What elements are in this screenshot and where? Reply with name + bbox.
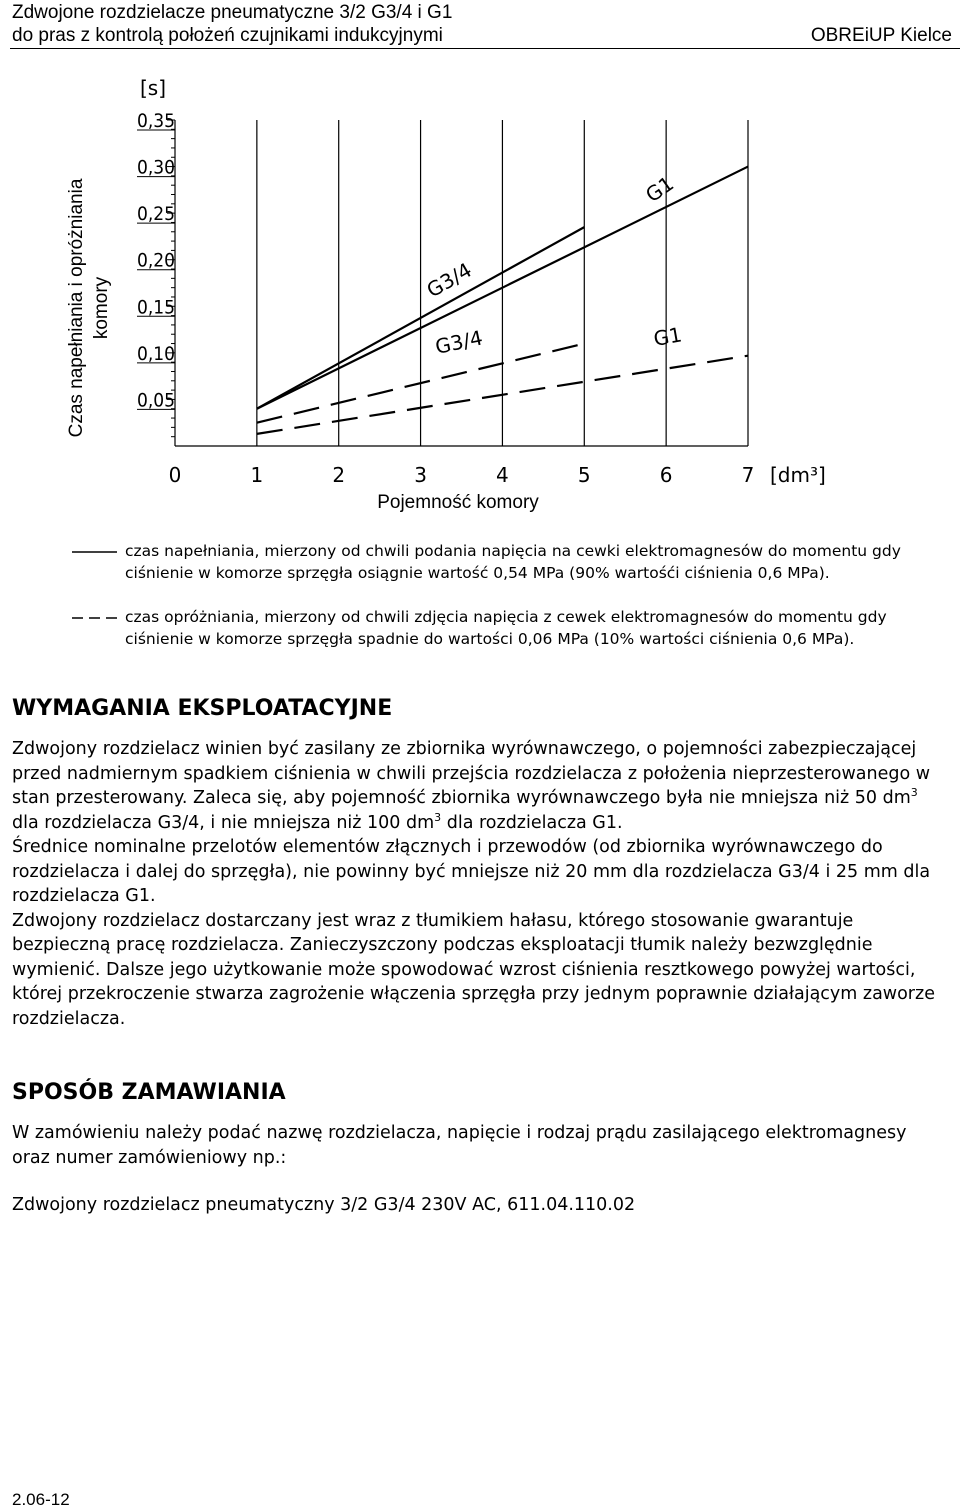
- y-unit-label: [s]: [140, 76, 167, 100]
- requirements-paragraph-3: Zdwojony rozdzielacz dostarczany jest wraz z tłumikiem hałasu, którego stosowanie gwarantuje bezpieczną pracę rozdzielacza. Zanieczyszczony podczas eksploatacji tłumik należy bezwzględnie wymienić. Dalsze jego użytkowanie może spowodować wzrost ciśnienia resztkowego powyżej wartości, której przekroczenie stwarza zagrożenie włączenia sprzęgła przy jednym poprawnie działającym zaworze rozdzielacza.: [12, 910, 935, 1029]
- x-tick-label: 6: [659, 463, 673, 487]
- section-heading-requirements: WYMAGANIA EKSPLOATACYJNE: [12, 696, 393, 721]
- header-title-line1: Zdwojone rozdzielacze pneumatyczne 3/2 G3/4 i G1: [12, 2, 453, 23]
- series-label: G3/4: [433, 325, 485, 359]
- legend-dashed-text: czas opróżniania, mierzony od chwili zdjęcia napięcia z cewek elektromagnesów do momentu gdy ciśnienie w komorze sprzęgła spadnie do wartości 0,06 MPa (10% wartości ciśnienia 0,6 MPa).: [125, 608, 887, 648]
- ordering-example: Zdwojony rozdzielacz pneumatyczny 3/2 G3/4 230V AC, 611.04.110.02: [12, 1195, 636, 1215]
- ordering-paragraph-1: W zamówieniu należy podać nazwę rozdzielacza, napięcie i rodzaj prądu zasilającego elektromagnesy oraz numer zamówieniowy np.:: [12, 1123, 907, 1168]
- x-tick-label: 3: [414, 463, 427, 487]
- y-tick-label: 0,30: [137, 156, 176, 179]
- fill-time-chart: [0, 60, 960, 520]
- x-tick-label: 4: [496, 463, 509, 487]
- x-tick-label: 0: [168, 463, 182, 487]
- y-tick-label: 0,05: [137, 389, 176, 412]
- y-tick-label: 0,10: [137, 342, 176, 365]
- series-label: G1: [651, 322, 684, 351]
- chart-labels: [66, 76, 826, 513]
- y-axis-title-line1: Czas napełniania i opróżniania: [66, 178, 87, 438]
- series-label: G3/4: [422, 257, 476, 303]
- y-tick-label: 0,35: [137, 110, 176, 132]
- x-tick-label: 5: [577, 463, 591, 487]
- page-number: 2.06-12: [12, 1490, 70, 1509]
- requirements-text: [12, 737, 947, 1031]
- legend-solid-sample: [72, 548, 117, 556]
- legend-dashed-sample: [72, 614, 117, 622]
- y-tick-label: 0,15: [137, 296, 176, 319]
- requirements-paragraph-2: Średnice nominalne przelotów elementów złącznych i przewodów (od zbiornika wyrównawczego do rozdzielacza i dalej do sprzęgła), nie powinny być mniejsze niż 20 mm dla rozdzielacza G3/4 i 25 mm dla rozdzielacza G1.: [12, 837, 931, 906]
- y-tick-label: 0,20: [137, 249, 176, 272]
- header-divider: [10, 48, 960, 49]
- section-heading-ordering: SPOSÓB ZAMAWIANIA: [12, 1080, 286, 1105]
- y-tick-label: 0,25: [137, 203, 176, 226]
- x-tick-label: 1: [250, 463, 264, 487]
- x-axis-title: Pojemność komory: [377, 492, 539, 513]
- legend-solid-text: czas napełniania, mierzony od chwili podania napięcia na cewki elektromagnesów do momentu gdy ciśnienie w komorze sprzęgła osiągnie wartość 0,54 MPa (90% wartośći ciśnienia 0,6 MPa).: [125, 542, 901, 582]
- series-label: G1: [641, 171, 678, 208]
- x-tick-label: 7: [741, 463, 755, 487]
- requirements-paragraph-1: Zdwojony rozdzielacz winien być zasilany ze zbiornika wyrównawczego, o pojemności zabezpieczającej przed nadmiernym spadkiem ciśnienia w chwili przejścia rozdzielacza z położenia nieprzesterowanego w stan przesterowany. Zaleca się, aby pojemność zbiornika wyrównawczego była nie mniejsza niż 50 $dm^3$ dla rozdzielacza G3/4, i nie mniejsza niż 100 $dm^3$ dla rozdzielacza G1.: [12, 739, 931, 833]
- header-company: OBREiUP Kielce: [810, 25, 952, 46]
- x-tick-label: 2: [332, 463, 346, 487]
- header-title-line2: do pras z kontrolą położeń czujnikami indukcyjnymi: [12, 25, 443, 46]
- x-unit-label: [dm³]: [770, 463, 826, 487]
- y-axis-title-line2: komory: [91, 276, 112, 340]
